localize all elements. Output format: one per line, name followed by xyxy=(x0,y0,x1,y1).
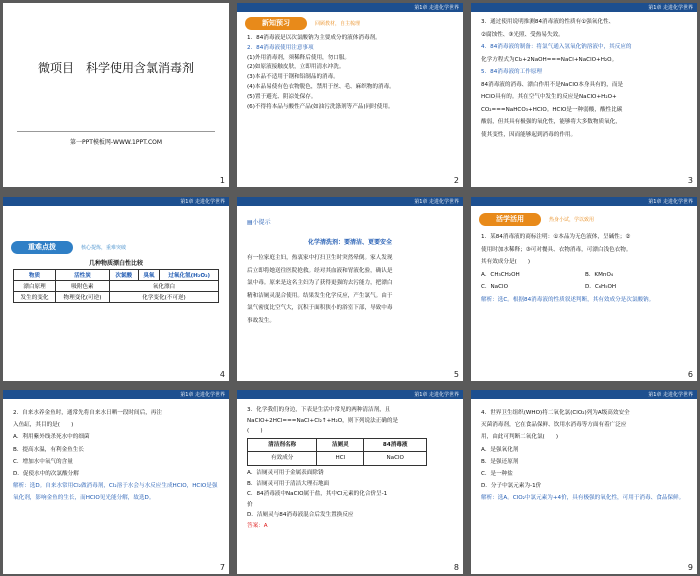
header-tag: 第1章 走进化学世界 xyxy=(648,199,693,205)
tip-label xyxy=(247,217,271,226)
page-number: 3 xyxy=(687,176,693,185)
table-cell: 发生的变化 xyxy=(14,292,56,303)
line: B．提高水温，有利金鱼生长 xyxy=(13,446,84,453)
line: 3．化学我们的身边，下表是生活中常见的两种清洁剂，且 xyxy=(247,407,391,413)
slide-4[interactable] xyxy=(3,197,229,381)
table-cell: 漂白原理 xyxy=(14,281,56,292)
slide-3[interactable] xyxy=(471,3,697,187)
options-row xyxy=(481,269,689,282)
section-subtitle: 热身小试，学以致用 xyxy=(549,217,595,223)
line: 酸弱，但其具有极强的氧化性，能够将大多数物质氧化， xyxy=(481,119,621,125)
section-badge xyxy=(11,241,127,254)
line: HClO具有的。其在空气中发生的反应是NaClO+H₂O+ xyxy=(481,94,617,100)
option: 价 xyxy=(247,501,253,508)
section-subtitle: 核心提炼，重难突破 xyxy=(81,245,127,251)
line: 氯气密度比空气大，沉积于面积狭小的浴室下部，导致中毒 xyxy=(247,305,393,311)
table-cell: 化学变化(不可逆) xyxy=(109,292,218,303)
page-number: 7 xyxy=(219,563,225,572)
line: 氯中毒。原来是这名主妇为了获得更强的去污能力，把漂白 xyxy=(247,280,393,286)
option: B．是强还原剂 xyxy=(481,458,519,465)
section-badge xyxy=(245,17,361,30)
line: 3．通过使用说明推测84消毒液的性质有①强氧化性、 xyxy=(481,19,615,25)
section-subtitle: 回顾教材，自主梳理 xyxy=(315,21,361,27)
line: 4．世界卫生组织(WHO)将二氧化氯(ClO₂)列为A级高效安全 xyxy=(481,410,630,416)
page-number: 4 xyxy=(219,370,225,379)
header-bar xyxy=(237,3,463,12)
divider xyxy=(17,131,215,132)
option: D．分子中氯元素为-1价 xyxy=(481,483,542,490)
slide-7[interactable] xyxy=(3,390,229,574)
line: (6)不得将本品与酸性产品(如油污洗涤剂等产品)同时使用。 xyxy=(247,103,394,110)
line: CO₂===NaHCO₃+HClO。HClO是一种弱酸，酸性比碳 xyxy=(481,106,623,113)
table-cell: NaClO xyxy=(364,452,427,466)
line: A．利用紫外线杀死水中的细菌 xyxy=(13,434,90,441)
line: (5)置于避光、阴凉处保存。 xyxy=(247,93,317,100)
table-header: 臭氧 xyxy=(138,270,160,281)
option: D．C₆H₅OH xyxy=(585,284,617,290)
table-cell: 有效成分 xyxy=(248,452,317,466)
slide-body xyxy=(13,407,221,505)
book-icon: ▤ xyxy=(247,219,253,226)
line: ②腐蚀性、③光照、受热易失效。 xyxy=(481,31,564,38)
line: 84消毒液的消毒、漂白作用不是NaClO本身具有的，而是 xyxy=(481,81,624,88)
page-number: 5 xyxy=(453,370,459,379)
line: 入鱼缸，其目的是( ) xyxy=(13,422,74,429)
table-header: 过氧化氢(H₂O₂) xyxy=(160,270,219,281)
section-title: 活学活用 xyxy=(479,213,541,226)
slide-body xyxy=(247,252,455,327)
table-header: 物质 xyxy=(14,270,56,281)
page-number: 9 xyxy=(687,563,693,572)
option: C．84消毒液中NaClO属于盐，其中Cl元素的化合价呈-1 xyxy=(247,491,388,498)
header-tag: 第1章 走进化学世界 xyxy=(414,5,459,11)
table-header: 洁厕灵 xyxy=(317,438,364,452)
option: D．洁厕灵与84消毒液混合后发生置换反应 xyxy=(247,512,354,519)
header-tag: 第1章 走进化学世界 xyxy=(648,392,693,398)
header-bar xyxy=(237,390,463,399)
option: C．NaClO xyxy=(481,284,508,290)
table-header: 清洁剂名称 xyxy=(248,438,317,452)
header-bar xyxy=(3,197,229,206)
analysis: 解析：选A。ClO₂中氯元素为+4价，具有极强的氧化性，可用于消毒、食品保鲜。 xyxy=(481,495,685,502)
slide-body xyxy=(481,16,689,141)
line: 灭菌消毒剂，它在食品保鲜、饮用水消毒等方面有着广泛应 xyxy=(481,422,627,429)
line: 2．自来水养金鱼时，通常先将自来水日晒一段时间后，再注 xyxy=(13,410,162,416)
line: (3)本品不适用于钢和铝制品的消毒。 xyxy=(247,74,339,81)
slide-1[interactable] xyxy=(3,3,229,187)
line: 4．84消毒液的制备：将氯气通入氢氧化钠溶液中，其反应的 xyxy=(481,44,632,50)
option: B．KMnO₄ xyxy=(585,271,614,278)
table-cell: 吸附色素 xyxy=(56,281,110,292)
section-title: 重难点拨 xyxy=(11,241,73,254)
line: 1．某84消毒液的商标注明：①本品为无色液体，呈碱性；② xyxy=(481,234,631,240)
table-title: 几种物质漂白性比较 xyxy=(88,260,143,267)
header-bar xyxy=(471,390,697,399)
line: (2)如原液接触皮肤，立即用清水冲洗。 xyxy=(247,64,345,71)
option: B．洁厕灵可用于清洁大理石地面 xyxy=(247,480,330,487)
header-bar xyxy=(471,197,697,206)
page-number: 1 xyxy=(219,176,225,185)
slide-8[interactable] xyxy=(237,390,463,574)
page-number: 2 xyxy=(453,176,459,185)
table-header: 活性炭 xyxy=(56,270,110,281)
line: (4)本品易使有色衣物脱色，禁用于丝、毛、麻织物的消毒。 xyxy=(247,83,395,90)
line: D．促使水中的次氯酸分解 xyxy=(13,471,79,478)
table-cell: 氧化漂白 xyxy=(109,281,218,292)
tip-text: 小提示 xyxy=(252,219,271,226)
analysis: 解析：选D。自来水常用Cl₂做消毒剂，Cl₂溶于水会与水反应生成HClO，HClO是强氧化剂，影响金鱼的生长，而HClO见光能分解，故选D。 xyxy=(13,483,218,502)
answer: 答案：A xyxy=(247,522,268,529)
line: C．增加水中氧气的含量 xyxy=(13,458,73,465)
line: 5．84消毒液的工作原理 xyxy=(481,69,543,75)
slide-5[interactable] xyxy=(237,197,463,381)
slide-footer: 第一PPT模板网-WWW.1PPT.COM xyxy=(69,139,163,146)
options-row xyxy=(481,281,689,294)
slide-body xyxy=(247,34,455,112)
line: (1)外用消毒剂，须稀释后使用，勿口服。 xyxy=(247,54,351,61)
table-header: 次氯酸 xyxy=(109,270,138,281)
line: 事故发生。 xyxy=(247,317,275,324)
slide-9[interactable] xyxy=(471,390,697,574)
article-title: 化学清洗剂：要清洁、更要安全 xyxy=(307,239,392,246)
slide-body xyxy=(247,405,455,532)
option: A．是强氧化剂 xyxy=(481,446,519,453)
header-bar xyxy=(471,3,697,12)
line: 有一位家庭主妇，热衷家中打扫卫生时突然晕倒。家人发现 xyxy=(247,255,393,261)
line: 2．84消毒液使用注意事项 xyxy=(247,44,314,51)
slide-body xyxy=(481,231,689,306)
header-bar xyxy=(3,390,229,399)
slide-6[interactable] xyxy=(471,197,697,381)
analysis: 解析：选C。根据84消毒液的性质叙述判断，其有效成分是次氯酸钠。 xyxy=(481,296,655,303)
line: 用，由此可判断二氧化氯( ) xyxy=(481,434,559,441)
table-cell: 物理变化(可逆) xyxy=(56,292,110,303)
header-tag: 第1章 走进化学世界 xyxy=(648,5,693,11)
section-title: 新知预习 xyxy=(245,17,307,30)
page-number: 6 xyxy=(687,370,693,379)
option: A．洁厕灵可用于金属表面除锈 xyxy=(247,469,324,476)
header-tag: 第1章 走进化学世界 xyxy=(414,199,459,205)
page-number: 8 xyxy=(453,563,459,572)
header-bar xyxy=(237,197,463,206)
table-cell: HCl xyxy=(317,452,364,466)
section-badge xyxy=(479,213,595,226)
line: ( ) xyxy=(247,428,263,435)
line: 其有效成分是( ) xyxy=(481,259,531,265)
table-header: 84消毒液 xyxy=(364,438,427,452)
slide-2[interactable] xyxy=(237,3,463,187)
line: NaClO+2HCl===NaCl+Cl₂↑+H₂O，则下列说法正确的是 xyxy=(247,417,399,424)
line: 1．84消毒液是以次氯酸钠为主要成分的液体消毒剂。 xyxy=(247,35,381,41)
line: 后立即将她送往医院抢救。经对其血液和胃液化验，确认是 xyxy=(247,267,393,274)
option: C．是一种盐 xyxy=(481,471,513,478)
header-tag: 第1章 走进化学世界 xyxy=(414,392,459,398)
comparison-table xyxy=(13,269,219,303)
header-tag: 第1章 走进化学世界 xyxy=(180,199,225,205)
option: A．CH₃CH₂OH xyxy=(481,271,520,278)
header-tag: 第1章 走进化学世界 xyxy=(180,392,225,398)
slide-body xyxy=(481,407,689,505)
line: 化学方程式为Cl₂+2NaOH===NaCl+NaClO+H₂O。 xyxy=(481,56,618,63)
line: 使其变性，因而能够起到消毒的作用。 xyxy=(481,131,577,138)
line: 精和洁厕灵混合使用。结果发生化学反应，产生氯气。由于 xyxy=(247,292,393,299)
cleaner-table xyxy=(247,438,427,466)
slide-title: 微项目 科学使用含氯消毒剂 xyxy=(37,61,194,75)
line: 使用时加水稀释；③可对餐具、衣物消毒，可漂白浅色衣物。 xyxy=(481,246,632,253)
